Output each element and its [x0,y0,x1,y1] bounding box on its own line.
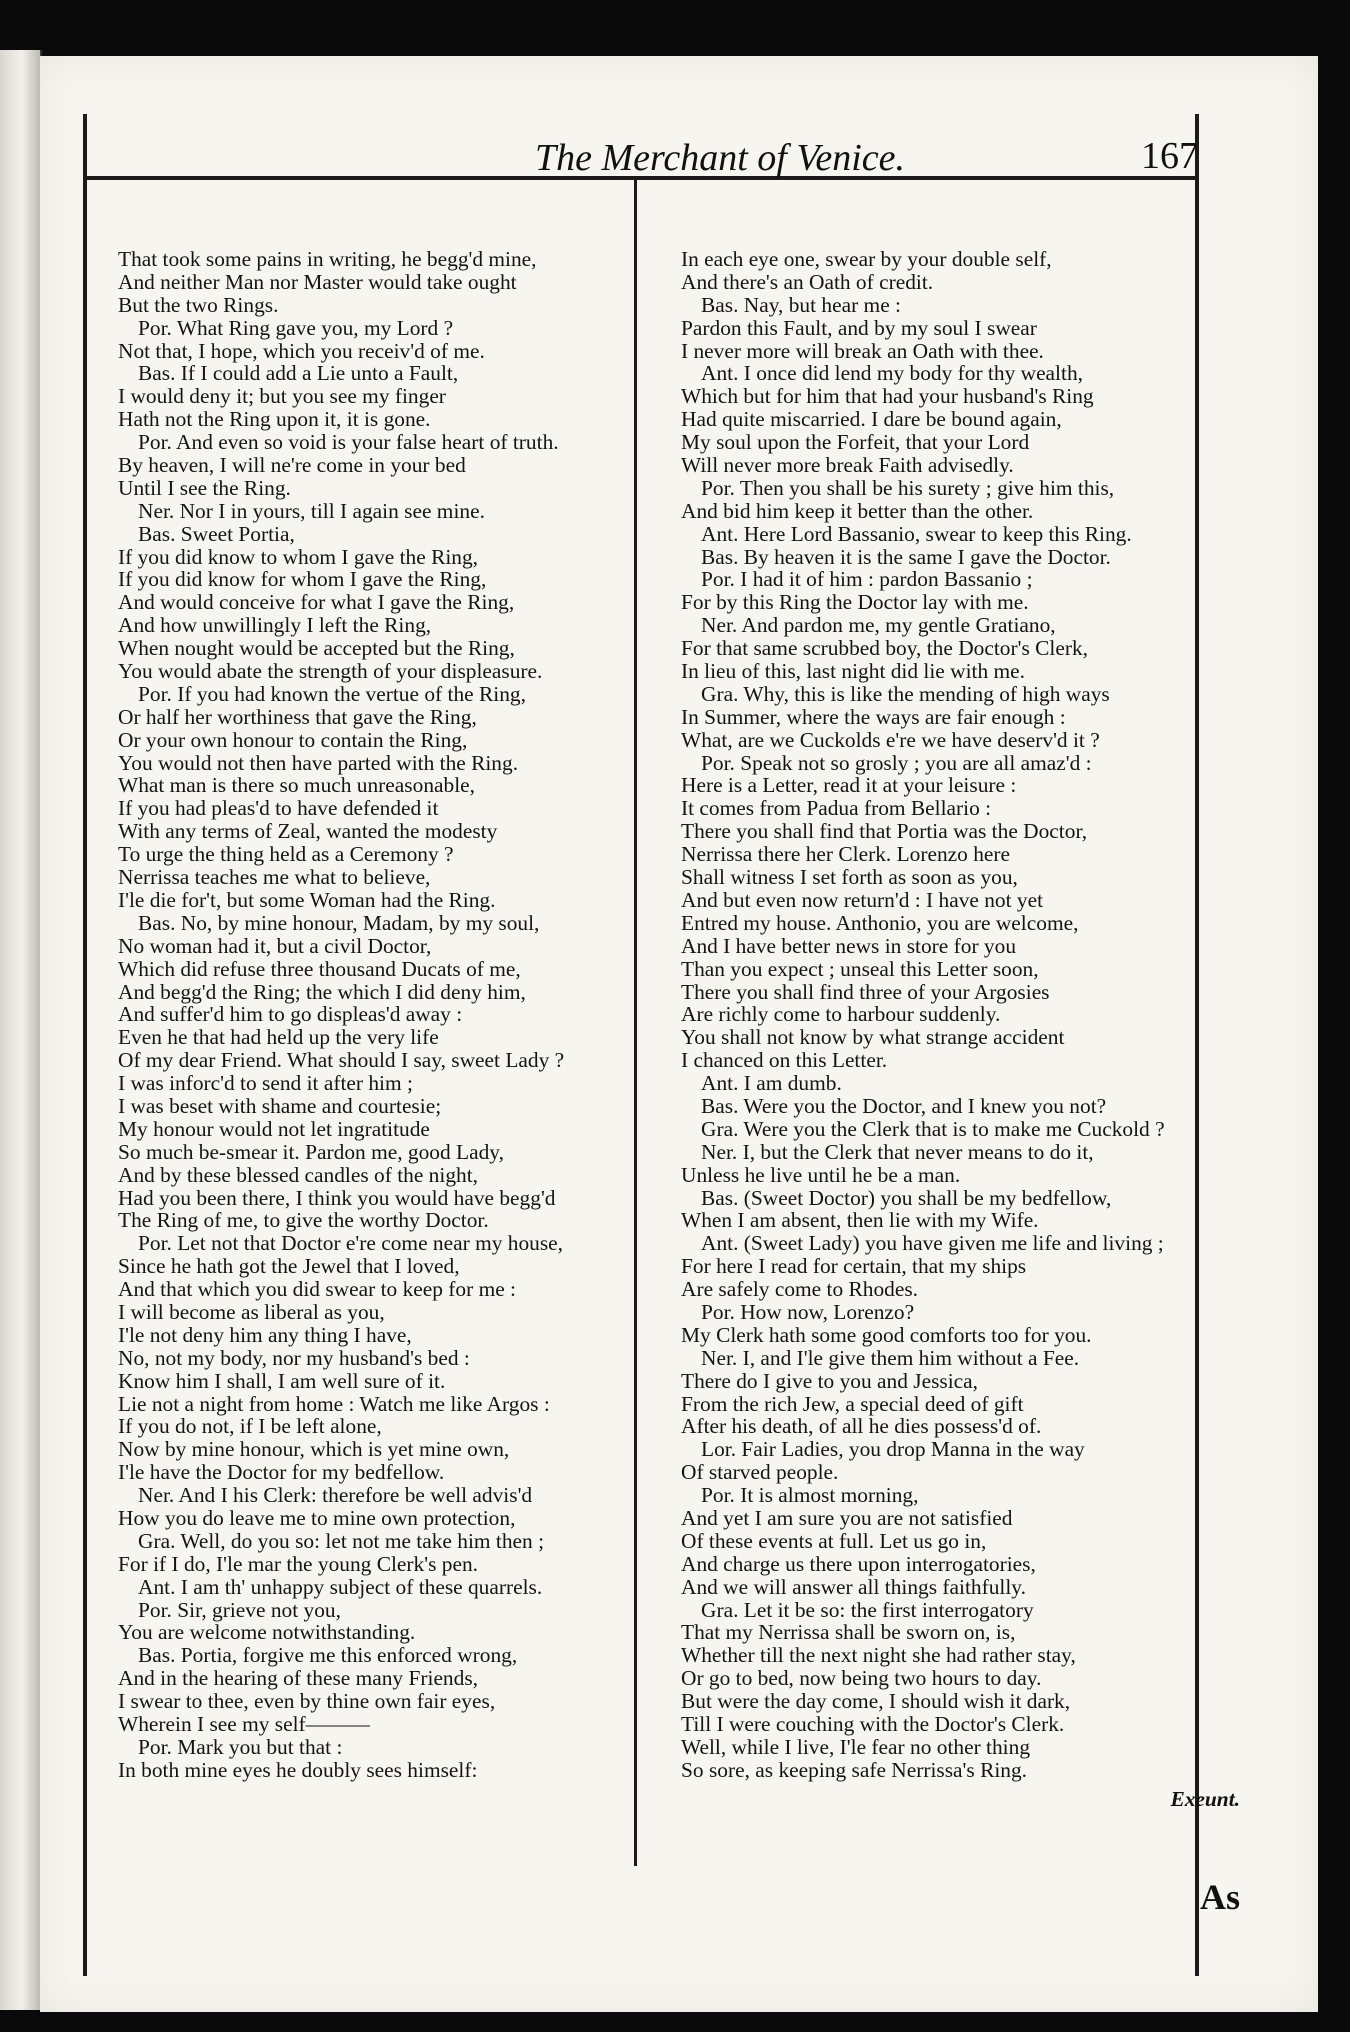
running-title: The Merchant of Venice. [534,137,906,179]
verse-line: Of my dear Friend. What should I say, sweet Lady ? [118,1048,565,1073]
verse-line: Pardon this Fault, and by my soul I swear [681,315,1037,340]
verse-line: After his death, of all he dies possess'd of. [681,1414,1042,1439]
verse-line: Por. Let not that Doctor e're come near my house, [138,1231,564,1256]
verse-line: Ant. I once did lend my body for thy wealth, [701,361,1083,386]
page-number: 167 [1141,135,1198,177]
verse-line: And how unwillingly I left the Ring, [118,613,432,638]
verse-line: With any terms of Zeal, wanted the modesty [118,819,498,844]
verse-line: Bas. Were you the Doctor, and I knew you not? [701,1093,1107,1118]
verse-line: If you did know to whom I gave the Ring, [118,544,479,569]
verse-line: Ner. And pardon me, my gentle Gratiano, [701,613,1056,638]
verse-line: If you did know for whom I gave the Ring, [118,567,487,592]
verse-line: Since he hath got the Jewel that I loved, [118,1254,460,1279]
verse-line: Whether till the next night she had rather stay, [681,1643,1076,1668]
frame-rule-left [83,114,87,1976]
verse-line: I'le have the Doctor for my bedfellow. [118,1460,445,1485]
verse-line: For by this Ring the Doctor lay with me. [681,590,1029,615]
verse-line: How you do leave me to mine own protection, [118,1505,516,1530]
verse-line: And neither Man nor Master would take ought [118,269,517,294]
verse-line: Than you expect ; unseal this Letter soon, [681,956,1039,981]
verse-line: Shall witness I set forth as soon as you, [681,865,1018,890]
verse-line: Hath not the Ring upon it, it is gone. [118,407,431,432]
verse-line: Lor. Fair Ladies, you drop Manna in the way [701,1437,1085,1462]
verse-line: That my Nerrissa shall be sworn on, is, [681,1620,1016,1645]
verse-line: I was beset with shame and courtesie; [118,1093,442,1118]
verse-line: Or half her worthiness that gave the Ring, [118,704,477,729]
verse-line: I'le not deny him any thing I have, [118,1322,412,1347]
verse-line: Ner. I, but the Clerk that never means to do it, [701,1139,1094,1164]
verse-line: Bas. No, by mine honour, Madam, by my soul, [138,910,540,935]
verse-line: Ant. Here Lord Bassanio, swear to keep this Ring. [701,521,1132,546]
verse-line: And begg'd the Ring; the which I did deny him, [118,979,526,1004]
verse-line: Bas. Portia, forgive me this enforced wrong, [138,1643,518,1668]
verse-line: I'le die for't, but some Woman had the Ring. [118,887,496,912]
verse-line: Until I see the Ring. [118,475,291,500]
verse-line: Gra. Let it be so: the first interrogatory [701,1597,1034,1622]
verse-line: Gra. Well, do you so: let not me take him then ; [138,1528,545,1553]
right-text-column [681,248,1241,1782]
verse-line: Even he that had held up the very life [118,1025,439,1050]
verse-line: My soul upon the Forfeit, that your Lord [681,430,1030,455]
stage-direction: Exeunt. [1170,1787,1240,1811]
verse-line: Bas. By heaven it is the same I gave the Doctor. [701,544,1111,569]
verse-line: Entred my house. Anthonio, you are welcome, [681,910,1079,935]
verse-line: Which but for him that had your husband's Ring [681,384,1094,409]
verse-line: When nought would be accepted but the Ring, [118,636,515,661]
catchword: As [1199,1877,1240,1917]
verse-line: For that same scrubbed boy, the Doctor's Clerk, [681,636,1089,661]
verse-line: Por. It is almost morning, [701,1483,919,1508]
verse-line: There do I give to you and Jessica, [681,1368,979,1393]
verse-line: So sore, as keeping safe Nerrissa's Ring. [681,1757,1028,1782]
verse-line: And suffer'd him to go displeas'd away : [118,1002,463,1027]
verse-line: I swear to thee, even by thine own fair eyes, [118,1689,496,1714]
verse-line: Ant. I am dumb. [701,1071,842,1096]
verse-line: My Clerk hath some good comforts too for you. [681,1322,1092,1347]
verse-line: What man is there so much unreasonable, [118,773,475,798]
verse-line: Gra. Were you the Clerk that is to make me Cuckold ? [701,1116,1165,1141]
verse-line: And would conceive for what I gave the Ring, [118,590,515,615]
verse-line: Well, while I live, I'le fear no other thing [681,1734,1031,1759]
verse-line: Will never more break Faith advisedly. [681,453,1014,478]
verse-line: I chanced on this Letter. [681,1048,888,1073]
verse-line: Ner. Nor I in yours, till I again see mine. [138,498,485,523]
verse-line: Not that, I hope, which you receiv'd of me. [118,338,485,363]
verse-line: Bas. If I could add a Lie unto a Fault, [138,361,459,386]
verse-line: When I am absent, then lie with my Wife. [681,1208,1039,1233]
verse-line: Nerrissa teaches me what to believe, [118,865,431,890]
verse-line: No woman had it, but a civil Doctor, [118,933,432,958]
verse-line: I will become as liberal as you, [118,1299,385,1324]
verse-line: In lieu of this, last night did lie with me. [681,659,1025,684]
verse-line: Wherein I see my self——— [118,1712,370,1736]
verse-line: It comes from Padua from Bellario : [681,796,992,821]
adjacent-page-edge [0,50,42,2010]
verse-line: You are welcome notwithstanding. [118,1620,416,1645]
verse-line: Gra. Why, this is like the mending of high ways [701,681,1110,706]
verse-line: In Summer, where the ways are fair enough : [681,704,1066,729]
verse-line: You would not then have parted with the Ring. [118,750,519,775]
verse-line: Bas. (Sweet Doctor) you shall be my bedfellow, [701,1185,1112,1210]
verse-line: You would abate the strength of your displeasure. [118,659,543,684]
verse-line: Por. Speak not so grosly ; you are all amaz'd : [701,750,1092,775]
verse-line: I was inforc'd to send it after him ; [118,1071,413,1096]
verse-line: Bas. Nay, but hear me : [701,292,901,317]
verse-line: Ant. (Sweet Lady) you have given me life and living ; [701,1231,1164,1256]
verse-line: But the two Rings. [118,292,279,317]
verse-line: And bid him keep it better than the other. [681,498,1034,523]
verse-line: What, are we Cuckolds e're we have deserv'd it ? [681,727,1100,752]
verse-line: Ner. I, and I'le give them him without a Fee. [701,1345,1080,1370]
verse-line: Of these events at full. Let us go in, [681,1528,987,1553]
verse-line: Por. Mark you but that : [138,1734,343,1759]
verse-line: Por. Sir, grieve not you, [138,1597,341,1622]
verse-line: Of starved people. [681,1460,839,1485]
verse-line: And but even now return'd : I have not yet [681,887,1044,912]
verse-line: And yet I am sure you are not satisfied [681,1505,1013,1530]
verse-line: Bas. Sweet Portia, [138,521,295,546]
verse-line: Or your own honour to contain the Ring, [118,727,468,752]
verse-line: Know him I shall, I am well sure of it. [118,1368,446,1393]
verse-line: Por. If you had known the vertue of the Ring, [138,681,526,706]
verse-line: And that which you did swear to keep for me : [118,1277,517,1302]
verse-line: So much be-smear it. Pardon me, good Lady, [118,1139,504,1164]
verse-line: Or go to bed, now being two hours to day. [681,1666,1042,1691]
verse-line: And by these blessed candles of the night, [118,1162,478,1187]
left-text-column [118,248,638,1782]
verse-line: To urge the thing held as a Ceremony ? [118,842,454,867]
verse-line: If you do not, if I be left alone, [118,1414,382,1439]
verse-line: From the rich Jew, a special deed of gift [681,1391,1024,1416]
verse-line: Unless he live until he be a man. [681,1162,961,1187]
verse-line: In each eye one, swear by your double self, [681,247,1052,271]
verse-line: Nerrissa there her Clerk. Lorenzo here [681,842,1011,867]
verse-line: Here is a Letter, read it at your leisure : [681,773,1017,798]
verse-line: And we will answer all things faithfully. [681,1574,1026,1599]
verse-line: Had you been there, I think you would have begg'd [118,1185,556,1210]
verse-line: And there's an Oath of credit. [681,269,934,294]
verse-line: Lie not a night from home : Watch me like Argos : [118,1391,550,1416]
verse-line: Por. What Ring gave you, my Lord ? [138,315,454,340]
verse-line: You shall not know by what strange accident [681,1025,1065,1050]
verse-line: Por. I had it of him : pardon Bassanio ; [701,567,1033,592]
verse-line: Por. How now, Lorenzo? [701,1299,915,1324]
verse-line: My honour would not let ingratitude [118,1116,430,1141]
verse-line: Are safely come to Rhodes. [681,1277,919,1302]
verse-line: Are richly come to harbour suddenly. [681,1002,1001,1027]
verse-line: Por. Then you shall be his surety ; give him this, [701,475,1115,500]
verse-line: In both mine eyes he doubly sees himself: [118,1757,478,1782]
book-page [40,56,1318,2012]
verse-line: If you had pleas'd to have defended it [118,796,439,821]
verse-line: For here I read for certain, that my ships [681,1254,1027,1279]
verse-line: Ner. And I his Clerk: therefore be well advis'd [138,1483,533,1508]
verse-line: There you shall find three of your Argosies [681,979,1050,1004]
verse-line: And charge us there upon interrogatories, [681,1551,1036,1576]
verse-line: There you shall find that Portia was the Doctor, [681,819,1088,844]
verse-line: Ant. I am th' unhappy subject of these quarrels. [138,1574,543,1599]
verse-line: But were the day come, I should wish it dark, [681,1689,1071,1714]
verse-line: Till I were couching with the Doctor's Clerk. [681,1712,1065,1736]
verse-line: No, not my body, nor my husband's bed : [118,1345,470,1370]
verse-line: Now by mine honour, which is yet mine own, [118,1437,510,1462]
verse-line: For if I do, I'le mar the young Clerk's pen. [118,1551,478,1576]
verse-line: By heaven, I will ne're come in your bed [118,453,466,478]
verse-line: I never more will break an Oath with thee. [681,338,1044,363]
verse-line: Por. And even so void is your false heart of truth. [138,430,559,455]
verse-line: Which did refuse three thousand Ducats of me, [118,956,521,981]
verse-line: And in the hearing of these many Friends, [118,1666,478,1691]
verse-line: Had quite miscarried. I dare be bound again, [681,407,1062,432]
verse-line: I would deny it; but you see my finger [118,384,446,409]
verse-line: And I have better news in store for you [681,933,1017,958]
verse-line: The Ring of me, to give the worthy Doctor. [118,1208,489,1233]
verse-line: That took some pains in writing, he begg'd mine, [118,247,537,271]
